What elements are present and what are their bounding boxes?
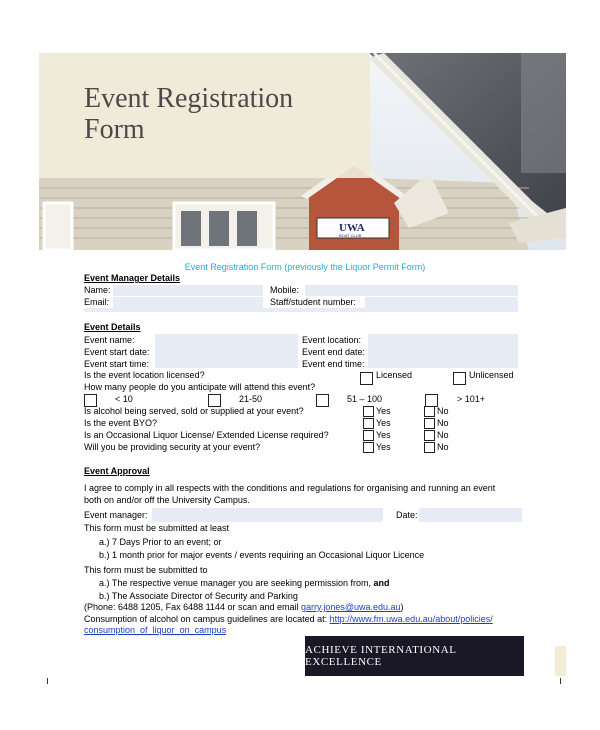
byo-no-label: No — [437, 418, 449, 428]
attendance-checkbox-3[interactable] — [316, 394, 329, 407]
byo-yes-label: Yes — [376, 418, 391, 428]
staff-number-field[interactable] — [365, 297, 518, 308]
guidelines-link-part-1[interactable]: http://www.fm.uwa.edu.au/about/policies/ — [329, 614, 493, 624]
mobile-label: Mobile: — [270, 285, 300, 295]
name-label: Name: — [84, 285, 111, 295]
sign-subtext: BOAT CLUB — [339, 233, 362, 238]
end-time-label: Event end time: — [302, 359, 365, 369]
submit-least-text: This form must be submitted at least — [84, 523, 230, 533]
guidelines-text: Consumption of alcohol on campus guidelines are located at: — [84, 614, 330, 624]
email-field[interactable] — [113, 297, 263, 308]
title-overlay — [39, 53, 370, 178]
licensed-question: Is the event location licensed? — [84, 370, 205, 380]
byo-yes-checkbox[interactable] — [363, 418, 374, 429]
submit-to-a-text: a.) The respective venue manager you are seeking permission from, — [99, 578, 374, 588]
byo-question: Is the event BYO? — [84, 418, 158, 428]
alcohol-yes-label: Yes — [376, 406, 391, 416]
event-name-label: Event name: — [84, 335, 135, 345]
alcohol-question: Is alcohol being served, sold or supplied at your event? — [84, 406, 304, 416]
name-field[interactable] — [113, 285, 263, 296]
attendance-option-3: 51 – 100 — [347, 394, 383, 404]
title-line-1: Event Registration — [84, 83, 294, 114]
agreement-line-1: I agree to comply in all respects with the conditions and regulations for organising and running an event — [84, 483, 496, 493]
event-manager-signature-field[interactable] — [152, 508, 383, 522]
crop-mark-right — [560, 678, 561, 684]
crop-mark-left — [47, 678, 48, 684]
attendance-option-2: 21-50 — [239, 394, 263, 404]
submit-to-a — [99, 578, 390, 589]
occasional-no-checkbox[interactable] — [424, 430, 435, 441]
submit-option-a: a.) 7 Days Prior to an event; or — [99, 537, 222, 547]
alcohol-no-label: No — [437, 406, 449, 416]
form-subtitle: Event Registration Form (previously the Liquor Permit Form) — [184, 262, 426, 272]
security-no-label: No — [437, 442, 449, 452]
guidelines-line — [84, 614, 493, 625]
approval-date-label: Date: — [396, 510, 418, 520]
submit-option-b: b.) 1 month prior for major events / events requiring an Occasional Liquor Licence — [99, 550, 425, 560]
start-time-label: Event start time: — [84, 359, 150, 369]
event-location-label: Event location: — [302, 335, 362, 345]
occasional-no-label: No — [437, 430, 449, 440]
event-section-heading: Event Details — [84, 322, 141, 332]
footer-banner: ACHIEVE INTERNATIONAL EXCELLENCE — [305, 636, 524, 676]
mobile-field[interactable] — [305, 285, 518, 296]
approval-date-field[interactable] — [419, 508, 522, 522]
header-image — [39, 53, 566, 250]
manager-section-heading: Event Manager Details — [84, 273, 181, 283]
attendance-question: How many people do you anticipate will attend this event? — [84, 382, 316, 392]
email-link[interactable]: garry.jones@uwa.edu.au — [300, 602, 401, 612]
occasional-yes-checkbox[interactable] — [363, 430, 374, 441]
submit-to-b: b.) The Associate Director of Security and Parking — [99, 591, 298, 601]
attendance-option-4: > 101+ — [457, 394, 486, 404]
guidelines-link-line-2 — [84, 625, 226, 636]
field-strip — [84, 308, 518, 312]
start-date-label: Event start date: — [84, 347, 150, 357]
unlicensed-checkbox[interactable] — [453, 372, 466, 385]
occasional-yes-label: Yes — [376, 430, 391, 440]
submit-to-a-bold: and — [373, 578, 390, 588]
alcohol-no-checkbox[interactable] — [424, 406, 435, 417]
attendance-option-1: < 10 — [115, 394, 133, 404]
byo-no-checkbox[interactable] — [424, 418, 435, 429]
page-title — [84, 83, 344, 145]
security-yes-label: Yes — [376, 442, 391, 452]
event-right-fields[interactable] — [368, 334, 518, 368]
submit-to-text: This form must be submitted to — [84, 565, 208, 575]
event-left-fields[interactable] — [155, 334, 298, 368]
phone-suffix: ) — [400, 602, 404, 612]
security-no-checkbox[interactable] — [424, 442, 435, 453]
sign-text: UWA — [339, 222, 365, 234]
title-line-2: Form — [84, 114, 145, 145]
end-date-label: Event end date: — [302, 347, 366, 357]
unlicensed-option: Unlicensed — [469, 370, 514, 380]
contact-line — [84, 602, 404, 613]
alcohol-yes-checkbox[interactable] — [363, 406, 374, 417]
occasional-license-question: Is an Occasional Liquor License/ Extended License required? — [84, 430, 329, 440]
email-label: Email: — [84, 297, 110, 307]
staff-number-label: Staff/student number: — [270, 297, 356, 307]
event-manager-label: Event manager: — [84, 510, 148, 520]
security-yes-checkbox[interactable] — [363, 442, 374, 453]
approval-section-heading: Event Approval — [84, 466, 150, 476]
licensed-checkbox[interactable] — [360, 372, 373, 385]
agreement-line-2: both on and/or off the University Campus. — [84, 495, 250, 505]
guidelines-link-part-2[interactable]: consumption_of_liquor_on_campus — [84, 625, 227, 635]
footer-accent-bar — [555, 646, 566, 676]
phone-text: (Phone: 6488 1205, Fax 6488 1144 or scan and email — [84, 602, 301, 612]
security-question: Will you be providing security at your event? — [84, 442, 261, 452]
licensed-option: Licensed — [376, 370, 413, 380]
